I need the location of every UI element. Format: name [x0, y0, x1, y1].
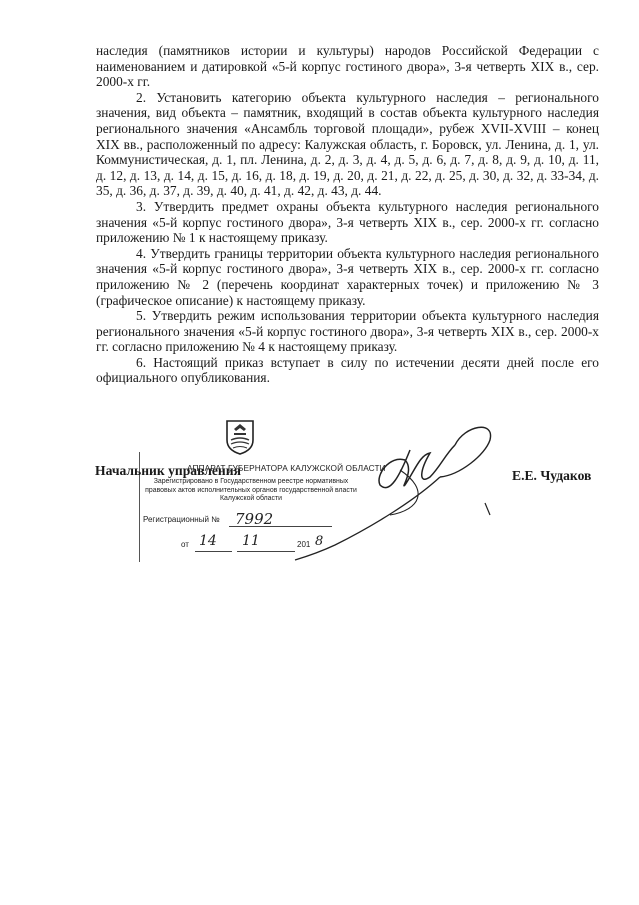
handwritten-signature: [280, 415, 520, 565]
stamp-date-line: [195, 551, 232, 552]
stamp-organization: АППАРАТ ГУБЕРНАТОРА КАЛУЖСКОЙ ОБЛАСТИ: [187, 463, 386, 473]
stamp-date-year-handwritten: 8: [315, 534, 324, 549]
stamp-date-day: 14: [199, 533, 217, 549]
paragraph-3-protection-subject: 3. Утвердить предмет охраны объекта культурного наследия регионального значения «5-й корпус гостиного двора», 3-я четверть XIX в., сер. 2000-х гг. согласно приложению № 1 к настоящему приказу.: [96, 198, 599, 246]
paragraph-6-effective-date: 6. Настоящий приказ вступает в силу по истечении десяти дней после его официального опубликования.: [96, 354, 599, 386]
stamp-number-value: 7992: [235, 510, 274, 528]
stamp-date-month: 11: [242, 533, 260, 549]
coat-of-arms-icon: [223, 418, 257, 456]
stamp-number-label: Регистрационный №: [143, 515, 220, 524]
paragraph-4-territory-boundaries: 4. Утвердить границы территории объекта культурного наследия регионального значения «5-й корпус гостиного двора», 3-я четверть XIX в., сер. 2000-х гг. согласно приложению № 2 (перечень координат характерных точек) и приложению № 3 (графическое описание) к настоящему приказу.: [96, 245, 599, 308]
stamp-date-prefix: от: [181, 540, 189, 549]
signatory-name: Е.Е. Чудаков: [512, 468, 592, 483]
stamp-date-year: 201: [297, 540, 311, 549]
signatory-title: Начальник управления: [95, 463, 241, 478]
stamp-registration-text: Зарегистрировано в Государственном реестре нормативных правовых актов исполнительных органов государственной власти Калужской области: [145, 478, 357, 502]
paragraph-continuation: наследия (памятников истории и культуры) народов Российской Федерации с наименованием и датировкой «5-й корпус гостиного двора», 3-я четверть XIX в., сер. 2000-х гг.: [96, 43, 599, 90]
paragraph-2-category: 2. Установить категорию объекта культурного наследия – регионального значения, вид объекта – памятник, входящий в состав объекта культурного наследия регионального значения «Ансамбль торговой площади», рубеж XVII-XVIII – конец XIX вв., расположенный по адресу: Калужская область, г. Боровск, ул. Ленина, д. 1, ул. Коммунистическая, д. 1, пл. Ленина, д. 2, д. 3, д. 4, д. 5, д. 6, д. 7, д. 8, д. 9, д. 10, д. 11, д. 12, д. 13, д. 14, д. 15, д. 16, д. 18, д. 19, д. 20, д. 21, д. 22, д. 25, д. 30, д. 32, д. 33-34, д. 35, д. 36, д. 37, д. 39, д. 40, д. 41, д. 42, д. 43, д. 44.: [96, 89, 599, 199]
paragraph-5-usage-regime: 5. Утвердить режим использования территории объекта культурного наследия регионального значения «5-й корпус гостиного двора», 3-я четверть XIX в., сер. 2000-х гг. согласно приложению № 4 к настоящему приказу.: [96, 308, 599, 355]
document-body: [96, 43, 599, 386]
